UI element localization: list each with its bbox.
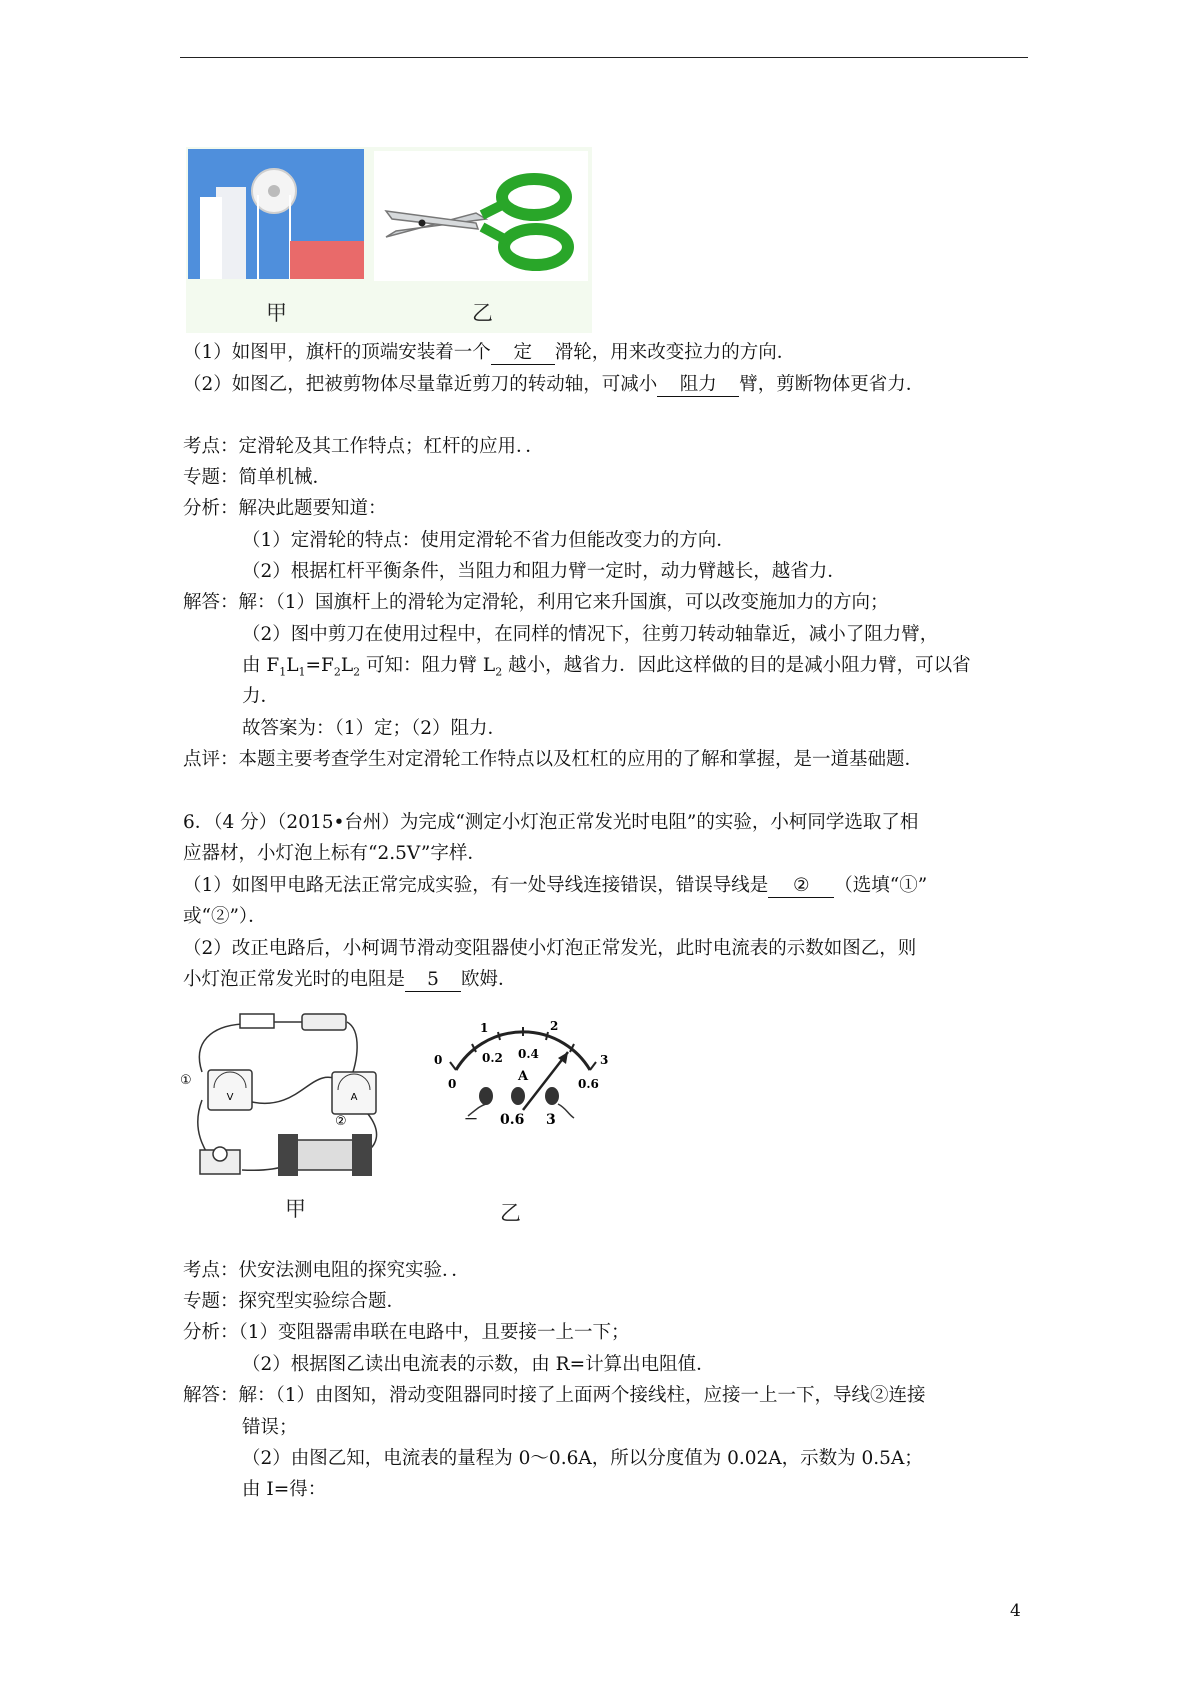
q6-part1 (183, 871, 927, 901)
q5-fenxi-2: （2）根据杠杆平衡条件，当阻力和阻力臂一定时，动力臂越长，越省力． (242, 561, 846, 582)
q5-jieda-4: 力． (242, 686, 280, 707)
q5-jieda-3 (242, 651, 971, 688)
q5-part2 (183, 370, 924, 400)
terminal-3: 3 (546, 1112, 556, 1128)
q5-kaodian: 考点：定滑轮及其工作特点；杠杆的应用．． (183, 436, 544, 457)
q6-part1-answer: ② (768, 875, 834, 898)
q6-jieda-4: 由 I=得： (242, 1479, 327, 1500)
q6-zhuanti: 专题：探究型实验综合题． (183, 1291, 406, 1312)
q5-part2-text-end: 臂，剪断物体更省力． (739, 374, 925, 395)
tick-0-top: 0 (434, 1053, 443, 1067)
formula-part: 可知：阻力臂 L (360, 655, 496, 676)
tick-1: 1 (480, 1021, 489, 1035)
q5-zhuanti: 专题：简单机械． (183, 467, 332, 488)
wire-mark-2: ② (335, 1114, 347, 1129)
q5-part1-answer: 定 (491, 342, 555, 365)
formula-sub: 2 (353, 665, 361, 679)
tick-0-4: 0.4 (518, 1047, 539, 1061)
tick-0-bottom: 0 (448, 1077, 457, 1091)
q6-stem-1: 6．（4 分）（2015•台州）为完成“测定小灯泡正常发光时电阻”的实验，小柯同学选取了相 (183, 812, 919, 833)
q5-dianping: 点评：本题主要考查学生对定滑轮工作特点以及杠杠的应用的了解和掌握，是一道基础题． (183, 749, 924, 770)
page-number: 4 (1010, 1601, 1021, 1621)
voltmeter-icon (208, 1070, 252, 1110)
figure2-label-yi: 乙 (500, 1201, 521, 1225)
formula-sub: 1 (279, 665, 287, 679)
q6-part1-text-end: （选填“①” (834, 875, 928, 896)
unit-label: A (518, 1069, 529, 1084)
q5-part1-text-end: 滑轮，用来改变拉力的方向． (554, 342, 796, 363)
q6-part2-line1: （2）改正电路后，小柯调节滑动变阻器使小灯泡正常发光，此时电流表的示数如图乙，则 (183, 938, 917, 959)
figure1-label-jia: 甲 (266, 301, 287, 325)
q6-fenxi-2: （2）根据图乙读出电流表的示数，由 R=计算出电阻值． (242, 1354, 715, 1375)
terminals (479, 1087, 559, 1105)
q6-part2 (183, 965, 517, 995)
tick-0-2: 0.2 (482, 1051, 503, 1065)
tick-3: 3 (600, 1053, 609, 1067)
formula-sub: 2 (495, 665, 503, 679)
figure-pulley-scissors (186, 147, 592, 333)
terminal-0-6: 0.6 (500, 1112, 525, 1128)
q6-jieda-1: 解答：解：（1）由图知，滑动变阻器同时接了上面两个接线柱，应接一上一下，导线②连接 (183, 1385, 926, 1406)
switch-icon (240, 1014, 274, 1028)
header-rule (180, 57, 1028, 58)
q6-part2-text: 小灯泡正常发光时的电阻是 (183, 969, 406, 990)
q5-part1-text: （1）如图甲，旗杆的顶端安装着一个 (183, 342, 491, 363)
formula-part: L (340, 655, 354, 676)
q5-jieda-1: 解答：解：（1）国旗杆上的滑轮为定滑轮，利用它来升国旗，可以改变施加力的方向； (183, 592, 889, 613)
tick-0-6: 0.6 (578, 1077, 599, 1091)
voltmeter-letter: V (226, 1092, 234, 1103)
figure-circuit (182, 1002, 400, 1188)
figure1-label-yi: 乙 (472, 301, 493, 325)
q6-jieda-2: 错误； (242, 1417, 298, 1438)
q5-fenxi: 分析：解决此题要知道： (183, 498, 387, 519)
formula-part: 越小，越省力．因此这样做的目的是减小阻力臂，可以省 (502, 655, 971, 676)
q6-part2-text-end: 欧姆． (461, 969, 517, 990)
q5-fenxi-1: （1）定滑轮的特点：使用定滑轮不省力但能改变力的方向． (242, 530, 735, 551)
formula-part: =F (305, 655, 334, 676)
figure-ammeter (428, 1018, 618, 1130)
terminal-minus: － (464, 1112, 478, 1128)
q6-fenxi-1: 分析：（1）变阻器需串联在电路中，且要接一上一下； (183, 1322, 630, 1343)
formula-part: 由 F (242, 655, 280, 676)
q6-part1-text: （1）如图甲电路无法正常完成实验，有一处导线连接错误，错误导线是 (183, 875, 769, 896)
wire-mark-1: ① (180, 1073, 192, 1088)
q5-part1 (183, 338, 795, 368)
q6-jieda-3: （2）由图乙知，电流表的量程为 0～0.6A，所以分度值为 0.02A，示数为 0.5A； (242, 1448, 923, 1469)
q5-part2-answer: 阻力 (657, 374, 739, 397)
q5-answer: 故答案为：（1）定；（2）阻力． (242, 718, 507, 739)
figure2-label-jia: 甲 (285, 1197, 306, 1221)
q6-stem-2: 应器材，小灯泡上标有“2.5V”字样． (183, 843, 486, 864)
q5-part2-text: （2）如图乙，把被剪物体尽量靠近剪刀的转动轴，可减小 (183, 374, 658, 395)
battery-icon (302, 1014, 346, 1030)
q5-jieda-2: （2）图中剪刀在使用过程中，在同样的情况下，往剪刀转动轴靠近，减小了阻力臂， (242, 624, 939, 645)
q6-part2-answer: 5 (405, 969, 461, 992)
formula-part: L (286, 655, 299, 676)
ammeter-letter: A (350, 1092, 358, 1103)
tick-2: 2 (550, 1019, 559, 1033)
q6-kaodian: 考点：伏安法测电阻的探究实验．． (183, 1260, 470, 1281)
formula-sub: 1 (298, 665, 306, 679)
q6-part1-line2: 或“②”）． (183, 906, 267, 927)
formula-sub: 2 (333, 665, 341, 679)
